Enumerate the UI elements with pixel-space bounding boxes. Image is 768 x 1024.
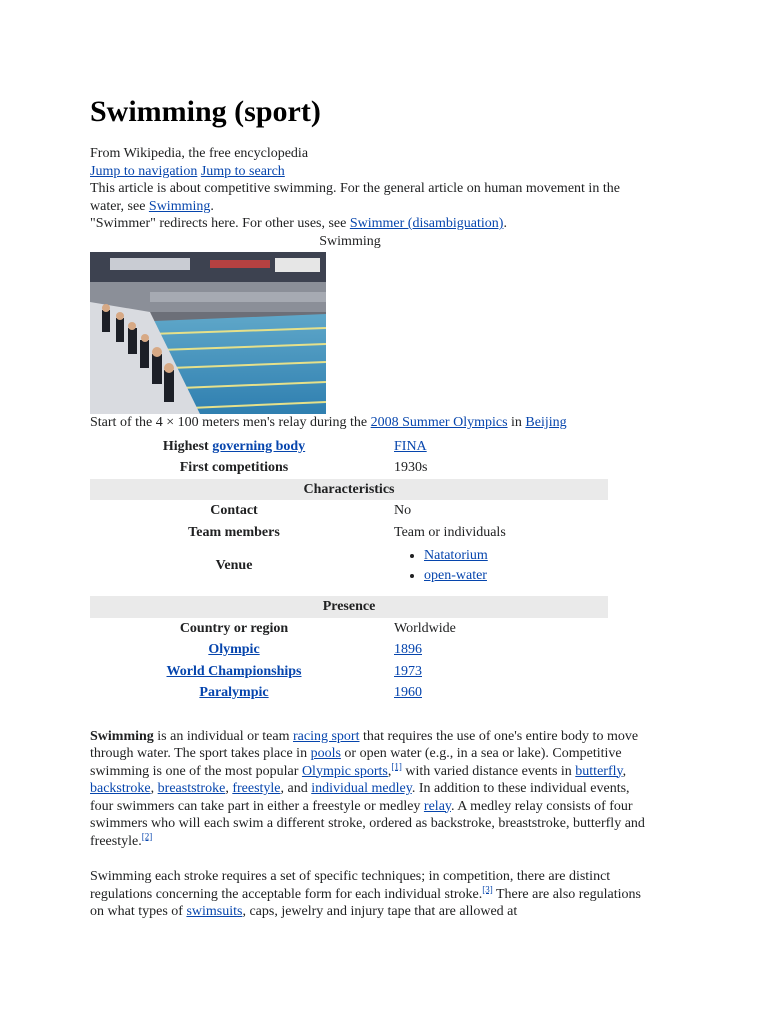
text: There are also regulations on what types of	[90, 886, 641, 919]
individual-medley-link[interactable]: individual medley	[311, 781, 412, 796]
governing-body-value	[378, 436, 608, 458]
text: ,	[150, 781, 158, 796]
hatnote-redirect	[90, 215, 650, 233]
text: ,	[622, 763, 627, 779]
paralympic-link[interactable]: Paralympic	[199, 685, 269, 700]
paralympic-year-link[interactable]: 1960	[394, 685, 422, 700]
bold-term: Swimming	[90, 728, 154, 744]
relay-link[interactable]: relay	[423, 798, 451, 814]
swimming-link[interactable]: Swimming	[148, 198, 211, 214]
infobox-row-olympic	[90, 639, 608, 661]
jump-to-navigation-link[interactable]: Jump to navigation	[90, 163, 198, 179]
paragraph-techniques	[90, 868, 646, 921]
natatorium-link[interactable]: Natatorium	[424, 548, 488, 563]
text: Swimming each stroke requires a set of specific techniques; in competition, there are distinct regulations concerning the acceptable form for each individual stroke.	[90, 869, 611, 902]
hatnote-redirect-end: .	[503, 216, 507, 231]
freestyle-link[interactable]: freestyle	[232, 781, 281, 796]
list-item	[424, 567, 604, 585]
fina-link[interactable]: FINA	[394, 438, 427, 454]
governing-body-label-text: Highest	[162, 438, 213, 454]
jump-to-search-link[interactable]: Jump to search	[200, 163, 285, 179]
infobox-heading: Swimming	[319, 233, 381, 249]
first-competitions-label: First competitions	[179, 460, 289, 475]
backstroke-link[interactable]: backstroke	[90, 781, 151, 796]
characteristics-header: Characteristics	[90, 479, 608, 501]
infobox-row-contact	[90, 500, 608, 522]
text: , caps, jewelry and injury tape that are allowed at	[242, 904, 518, 919]
olympic-year-link[interactable]: 1896	[394, 642, 422, 657]
country-value: Worldwide	[394, 620, 456, 636]
governing-body-label	[90, 436, 378, 458]
olympic-label	[90, 639, 378, 661]
infobox-row-country	[90, 618, 608, 640]
text: . A medley relay consists of four swimmers who will each swim a different stroke, ordered as backstroke, breaststroke, butterfly and freestyle.	[90, 798, 645, 849]
racing-sport-link[interactable]: racing sport	[293, 728, 360, 744]
page-title: Swimming (sport)	[90, 95, 321, 128]
hatnote-about-text: This article is about competitive swimming. For the general article on human movement in the water, see	[90, 181, 620, 214]
citation-2-link[interactable]: [2]	[141, 830, 153, 841]
olympic-sports-link[interactable]: Olympic sports	[301, 763, 388, 779]
contact-value: No	[394, 503, 412, 518]
team-members-value: Team or individuals	[394, 524, 506, 540]
world-championships-link[interactable]: World Championships	[166, 663, 302, 679]
presence-header: Presence	[90, 596, 608, 618]
tagline: From Wikipedia, the free encyclopedia	[90, 146, 309, 161]
infobox-row-governing-body	[90, 436, 608, 458]
venue-value	[378, 543, 608, 588]
beijing-link[interactable]: Beijing	[525, 415, 567, 430]
governing-body-link[interactable]: governing body	[212, 438, 306, 454]
jump-links	[90, 163, 650, 181]
text: is an individual or team	[153, 728, 293, 744]
infobox-section-characteristics	[90, 479, 608, 501]
olympic-value	[378, 639, 608, 661]
infobox-row-team-members	[90, 522, 608, 544]
venue-label: Venue	[215, 557, 253, 573]
infobox-row-venue	[90, 543, 608, 588]
list-item	[424, 547, 604, 565]
citation-1-link[interactable]: [1]	[391, 760, 402, 771]
infobox-row-first-competitions	[90, 457, 608, 479]
swimsuits-link[interactable]: swimsuits	[186, 904, 243, 919]
world-championships-year-link[interactable]: 1973	[394, 663, 422, 679]
text: . In addition to these individual events, four swimmers can take part in either a freestyle or medley	[90, 781, 630, 814]
pool-photo-illustration	[90, 252, 326, 414]
infobox-section-presence	[90, 596, 608, 618]
infobox-row-paralympic	[90, 682, 608, 704]
country-label: Country or region	[179, 620, 289, 636]
hatnote-redirect-text: "Swimmer" redirects here. For other uses, see	[90, 216, 350, 231]
infobox-row-world-championships	[90, 661, 608, 683]
caption-text-mid: in	[507, 415, 526, 430]
text: ,	[225, 781, 233, 796]
infobox-image-caption	[90, 414, 610, 432]
caption-text: Start of the 4 × 100 meters men's relay during the	[90, 415, 371, 430]
swimmer-disambiguation-link[interactable]: Swimmer (disambiguation)	[349, 216, 504, 231]
text: with varied distance events in	[401, 763, 576, 779]
paralympic-label	[90, 682, 378, 704]
first-competitions-value: 1930s	[394, 460, 428, 475]
olympic-link[interactable]: Olympic	[208, 642, 260, 657]
pools-link[interactable]: pools	[310, 746, 341, 761]
paralympic-value	[378, 682, 608, 704]
paragraph-intro	[90, 728, 646, 851]
article-body	[90, 728, 646, 921]
2008-summer-olympics-link[interactable]: 2008 Summer Olympics	[370, 415, 508, 430]
relay-start-photo[interactable]	[90, 252, 326, 414]
breaststroke-link[interactable]: breaststroke	[157, 781, 226, 796]
contact-label: Contact	[210, 503, 258, 518]
open-water-link[interactable]: open-water	[424, 567, 487, 583]
text: ,	[387, 763, 392, 779]
butterfly-link[interactable]: butterfly	[575, 763, 623, 779]
infobox-table	[90, 436, 608, 704]
world-championships-value	[378, 661, 608, 683]
text: or open water (e.g., in a sea or lake). Competitive swimming is one of the most popular	[90, 746, 622, 779]
text: , and	[280, 781, 312, 796]
citation-3-link[interactable]: [3]	[482, 883, 493, 894]
hatnote-about-end: .	[210, 198, 214, 214]
world-championships-label	[90, 661, 378, 683]
hatnote-about	[90, 180, 650, 215]
infobox	[90, 233, 610, 704]
venue-list	[394, 547, 604, 584]
team-members-label: Team members	[188, 524, 280, 540]
text: that requires the use of one's entire body to move through water. The sport takes place in	[90, 728, 639, 761]
